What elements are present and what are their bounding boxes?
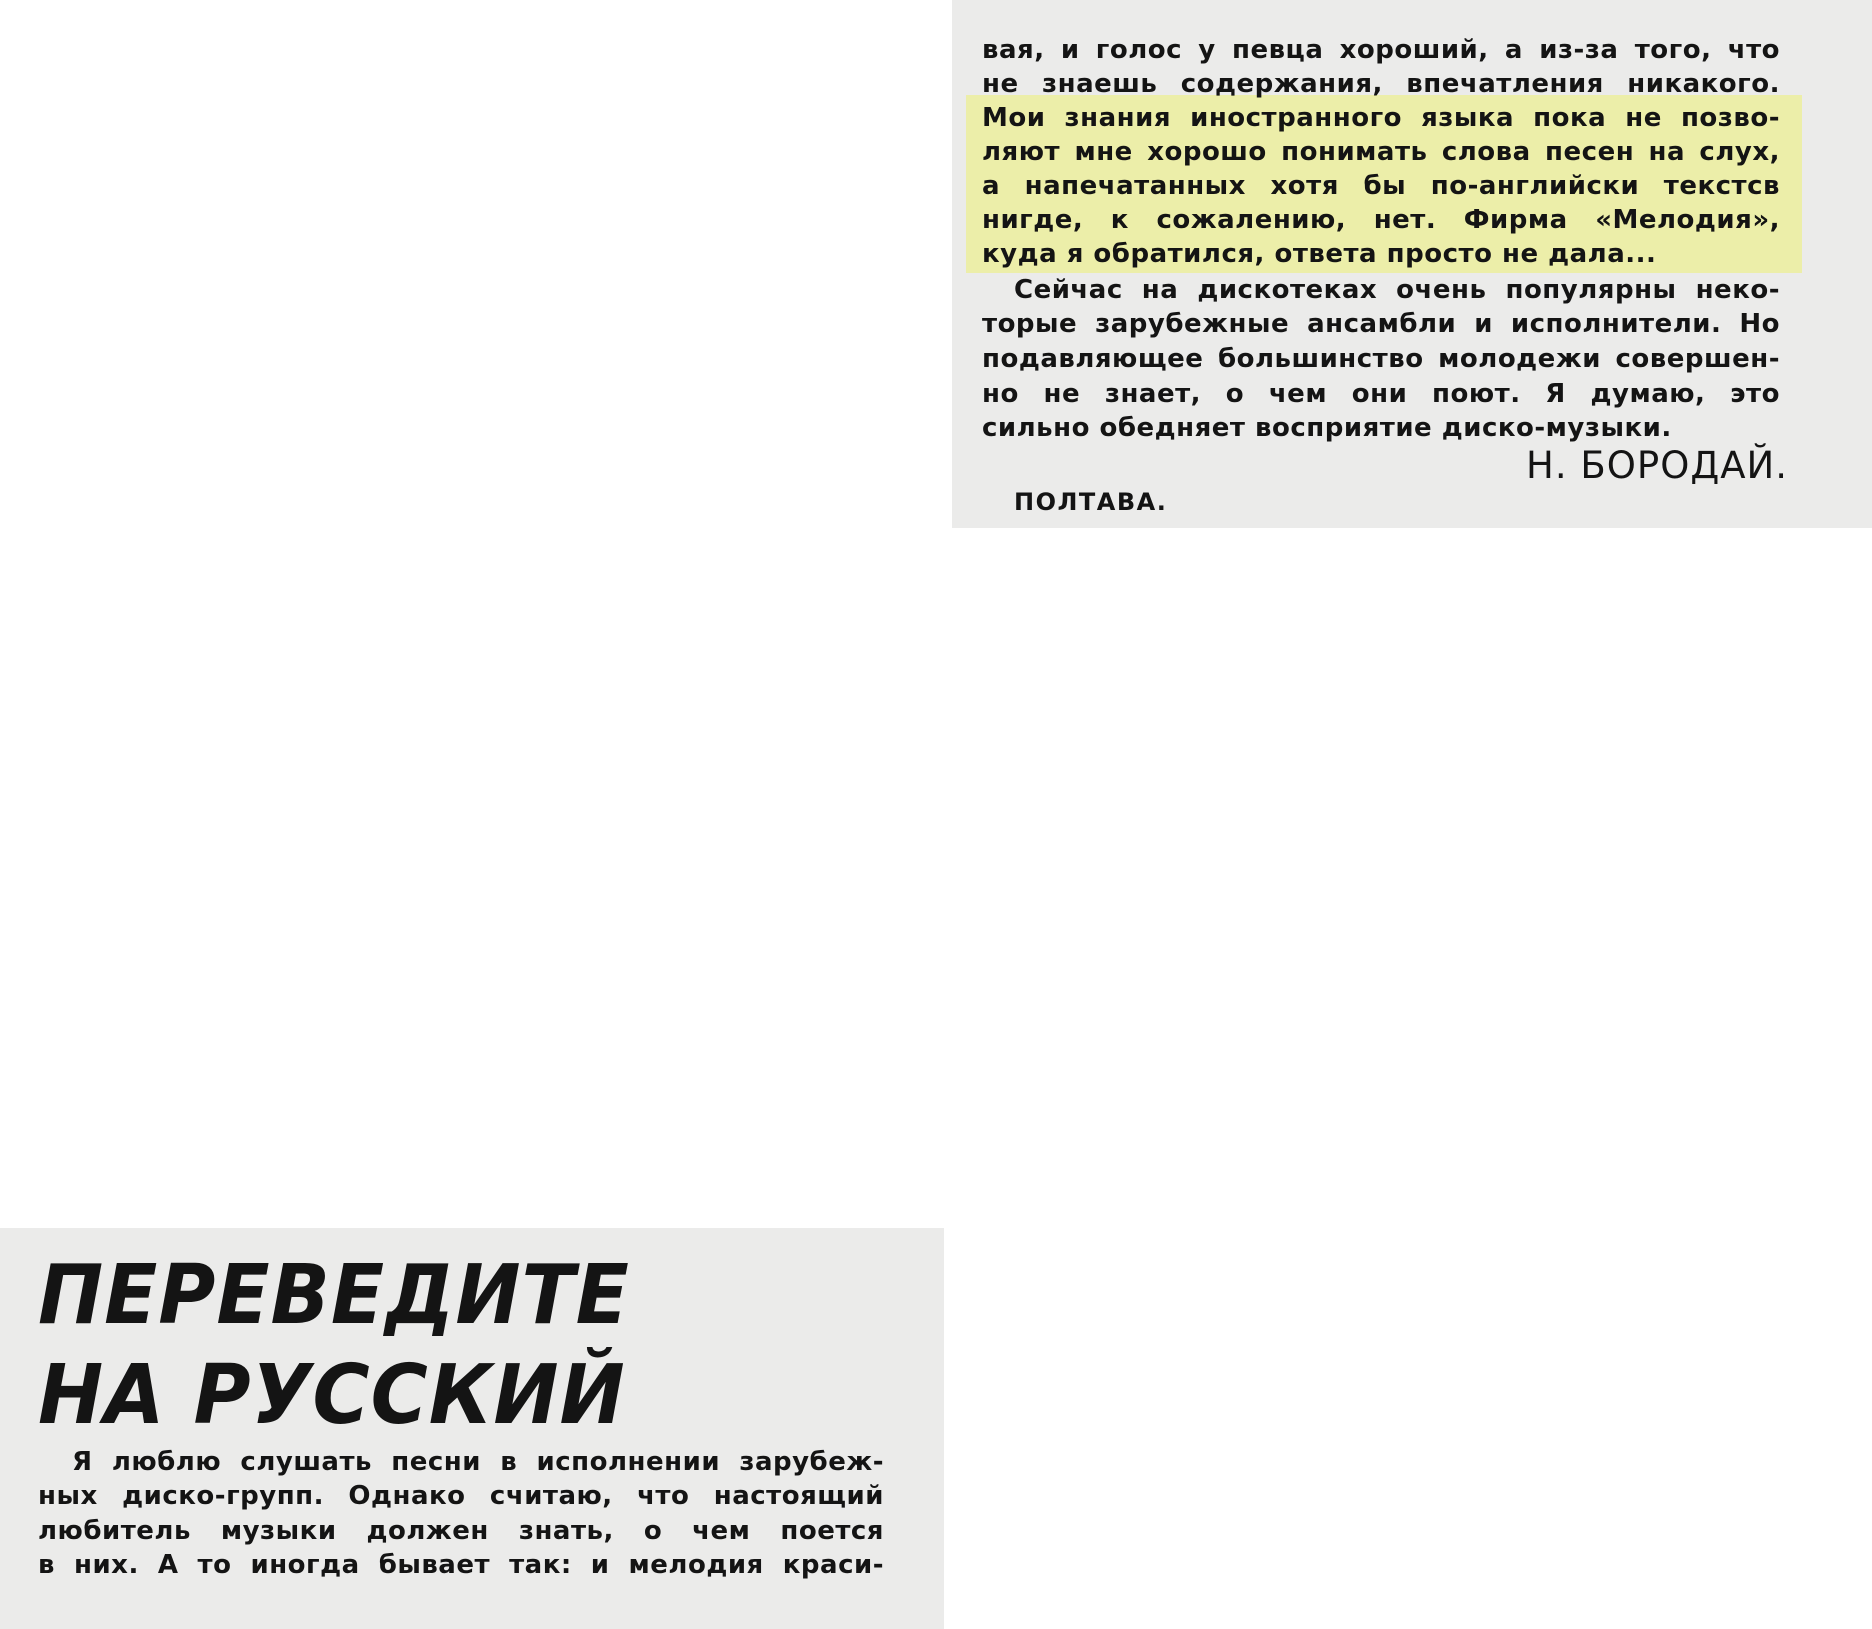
text-line: любитель музыки должен знать, о чем поется (38, 1516, 884, 1546)
headline-line: ПЕРЕВЕДИТЕ (38, 1248, 630, 1343)
text-line: вая, и голос у певца хороший, а из-за того, что (982, 35, 1780, 65)
text-line: ных диско-групп. Однако считаю, что настоящий (38, 1481, 884, 1511)
text-line: но не знает, о чем они поют. Я думаю, это (982, 379, 1780, 409)
highlighted-text-line: нигде, к сожалению, нет. Фирма «Мелодия», (982, 205, 1780, 235)
author-city: ПОЛТАВА. (1014, 488, 1168, 516)
article-start-clipping (0, 1228, 944, 1629)
text-line: торые зарубежные ансамбли и исполнители. Но (982, 309, 1780, 339)
text-line: в них. А то иногда бывает так: и мелодия краси- (38, 1550, 884, 1580)
text-line: не знаешь содержания, впечатления никакого. (982, 69, 1780, 99)
letter-continuation-clipping (952, 0, 1872, 528)
highlighted-text-line: а напечатанных хотя бы по-английски текстсв (982, 171, 1780, 201)
article-headline (38, 1246, 630, 1446)
highlighted-text-line: Мои знания иностранного языка пока не позво- (982, 103, 1780, 133)
highlighted-text-line: куда я обратился, ответа просто не дала... (982, 239, 1657, 269)
text-line: подавляющее большинство молодежи совершен- (982, 344, 1780, 374)
author-signature: Н. БОРОДАЙ. (1526, 444, 1788, 487)
text-line: сильно обедняет восприятие диско-музыки. (982, 413, 1672, 443)
paragraph-start-line: Сейчас на дискотеках очень популярны неко- (1014, 275, 1780, 305)
paragraph-start-line: Я люблю слушать песни в исполнении зарубеж- (72, 1447, 884, 1477)
highlighted-text-line: ляют мне хорошо понимать слова песен на слух, (982, 137, 1780, 167)
headline-line: НА РУССКИЙ (38, 1348, 626, 1443)
